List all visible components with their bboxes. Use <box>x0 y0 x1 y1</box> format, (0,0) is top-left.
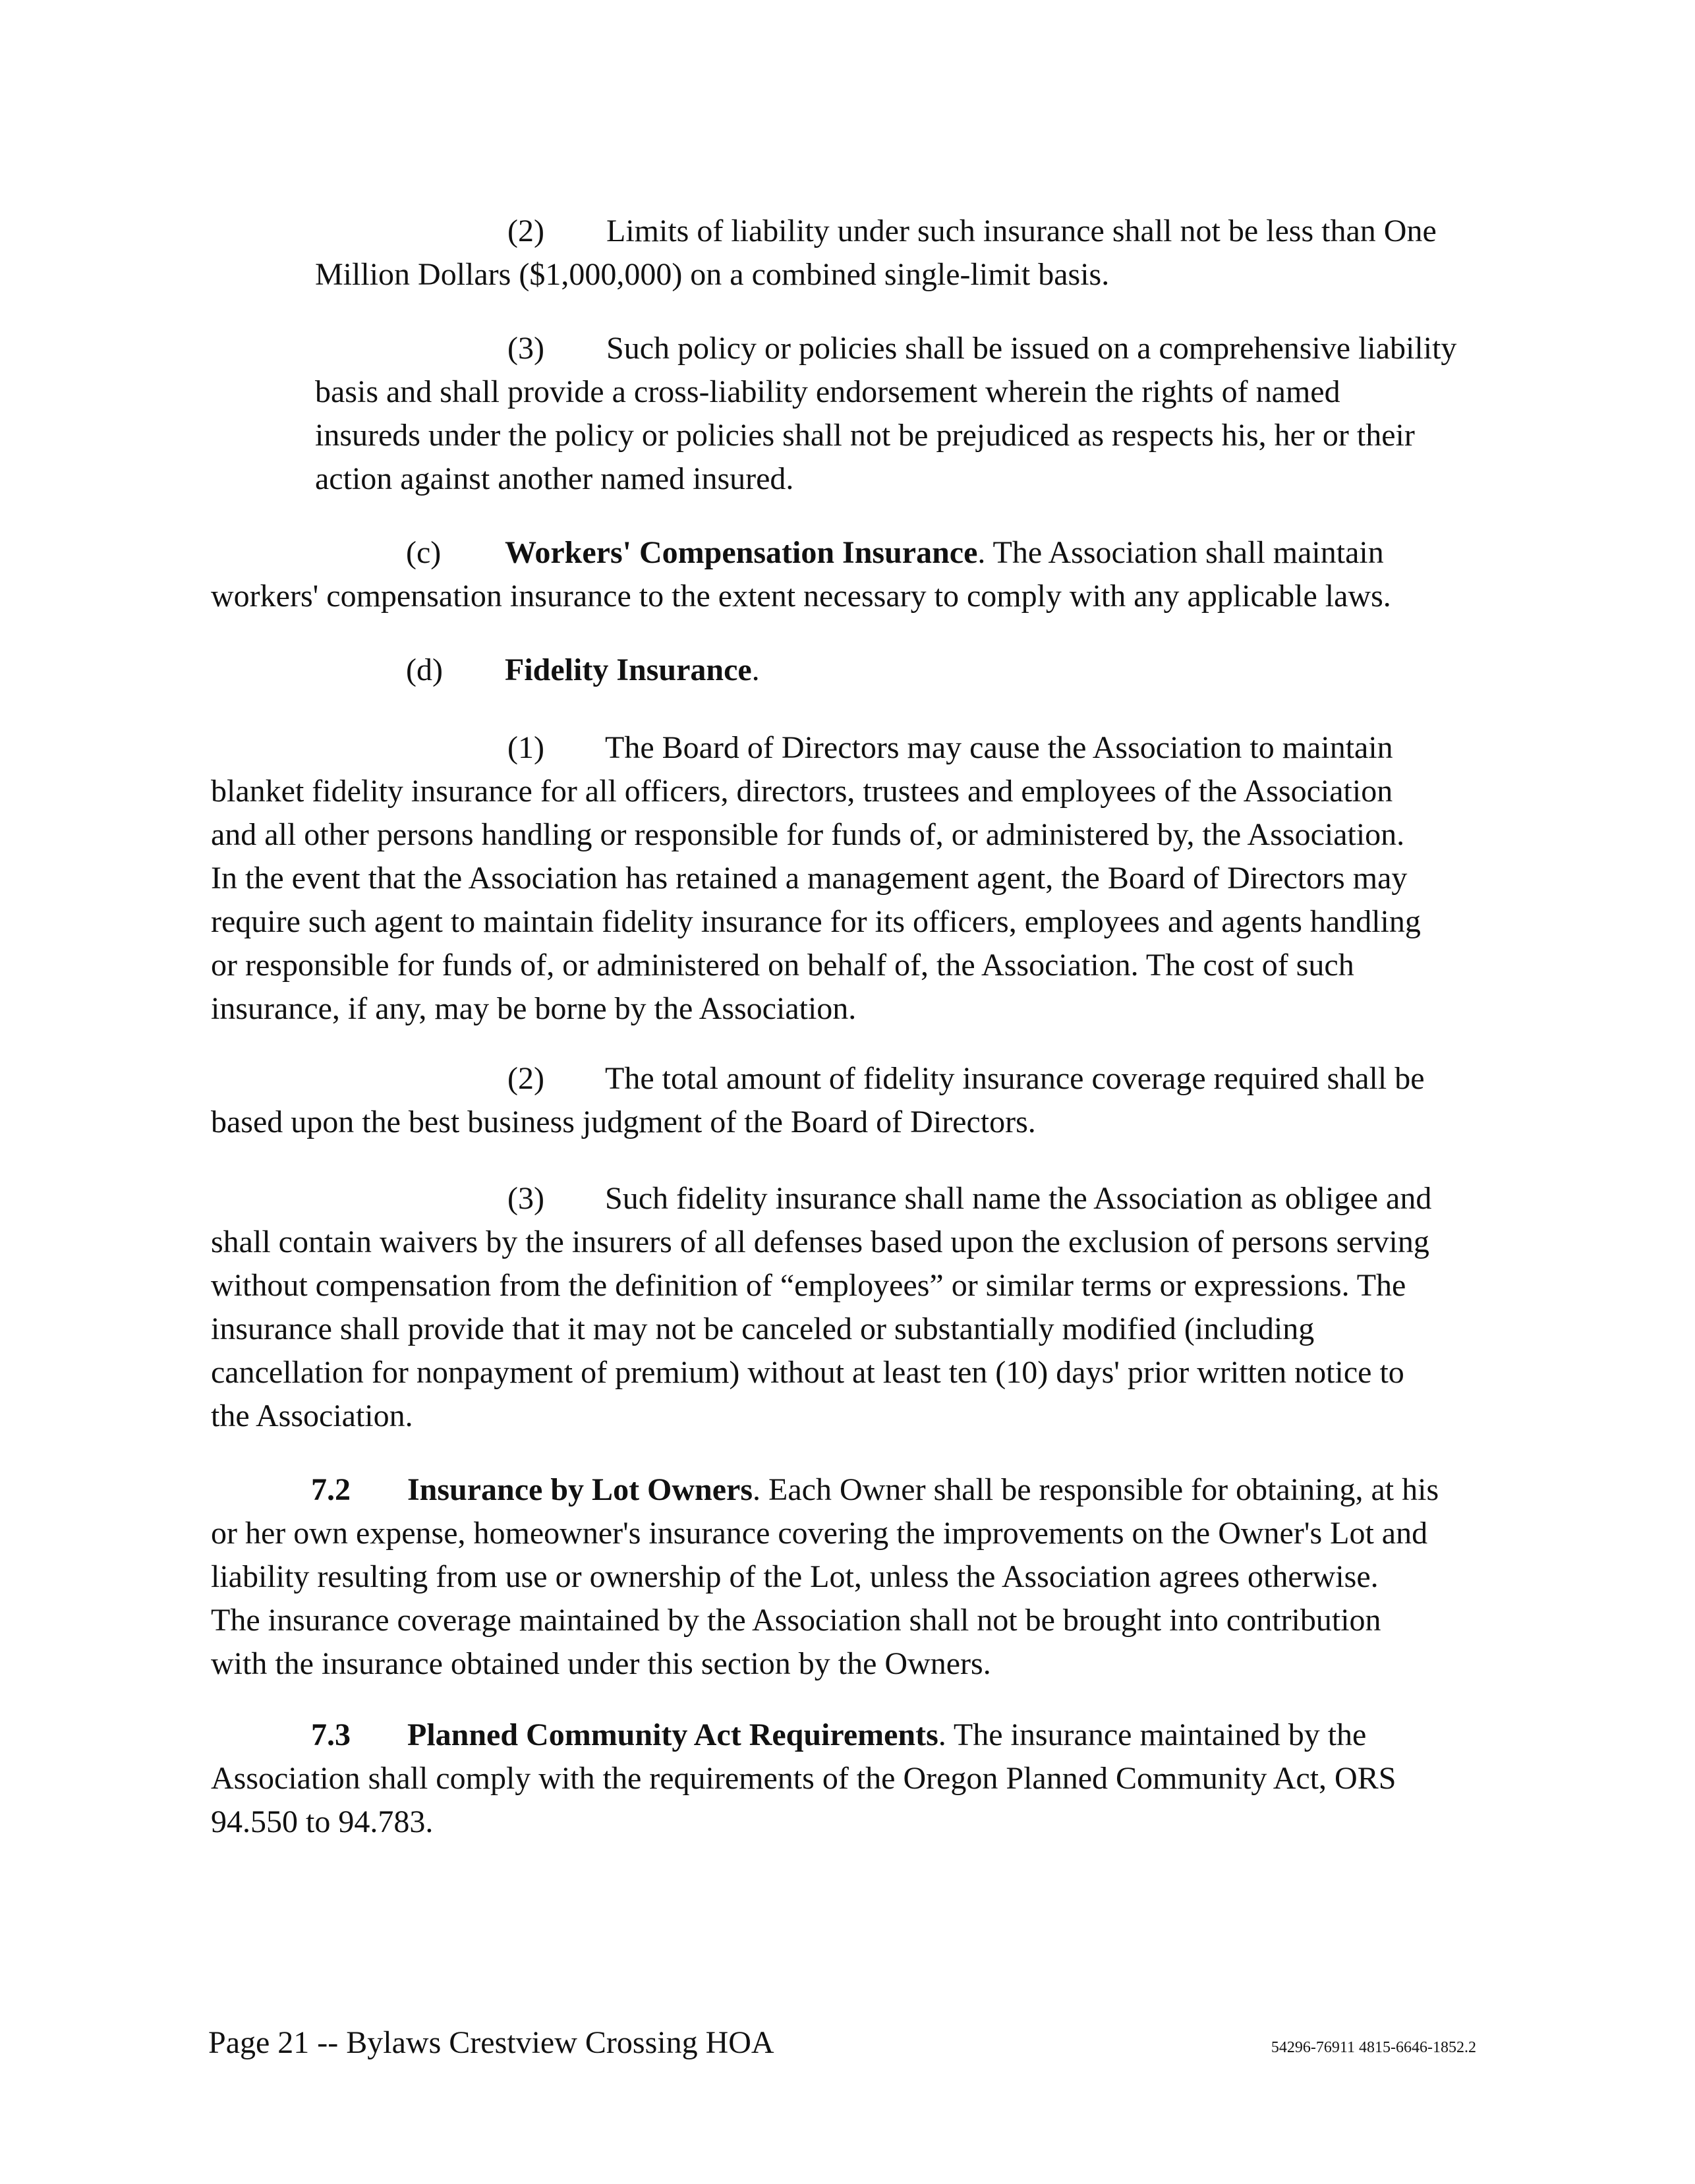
section-7-2 <box>211 1468 1516 1686</box>
section-7-3 <box>211 1713 1516 1844</box>
item-marker: (c) <box>406 535 442 570</box>
footer-page-label: Page 21 -- Bylaws Crestview Crossing HOA <box>208 2025 774 2060</box>
text-line: insureds under the policy or policies shall not be prejudiced as respects his, her or their <box>315 418 1415 453</box>
text-line: insurance, if any, may be borne by the Association. <box>211 991 857 1026</box>
paragraph-d <box>211 648 1516 692</box>
text-line: action against another named insured. <box>315 461 794 496</box>
section-number: 7.3 <box>311 1717 351 1752</box>
line <box>211 1713 1516 1757</box>
text-line: with the insurance obtained under this section by the Owners. <box>211 1646 991 1681</box>
text-line: and all other persons handling or responsible for funds of, or administered by, the Association. <box>211 817 1405 852</box>
item-marker: (3) <box>507 331 544 366</box>
paragraph-b3 <box>315 327 1514 501</box>
item-marker: (2) <box>507 1061 544 1096</box>
text-line: The total amount of fidelity insurance coverage required shall be <box>605 1061 1425 1096</box>
text-line: require such agent to maintain fidelity insurance for its officers, employees and agents handling <box>211 904 1421 939</box>
text-line: or her own expense, homeowner's insurance covering the improvements on the Owner's Lot and <box>211 1516 1428 1551</box>
text-line: Million Dollars ($1,000,000) on a combined single-limit basis. <box>315 257 1110 292</box>
text-line: Such policy or policies shall be issued on a comprehensive liability <box>606 331 1457 366</box>
line <box>211 1057 1516 1101</box>
text-line: . <box>751 652 760 687</box>
text-line: . Each Owner shall be responsible for obtaining, at his <box>753 1472 1439 1507</box>
paragraph-d2 <box>211 1057 1516 1144</box>
text-line: insurance shall provide that it may not be canceled or substantially modified (including <box>211 1311 1315 1346</box>
paragraph-c <box>211 531 1516 618</box>
text-line: without compensation from the definition of “employees” or similar terms or expressions. The <box>211 1268 1406 1303</box>
text-line: basis and shall provide a cross-liability endorsement wherein the rights of named <box>315 374 1340 409</box>
line <box>211 1468 1516 1512</box>
line <box>315 210 1514 253</box>
line <box>211 1177 1516 1221</box>
text-line: . The Association shall maintain <box>977 535 1384 570</box>
text-line: Association shall comply with the requirements of the Oregon Planned Community Act, ORS <box>211 1761 1396 1796</box>
text-line: Limits of liability under such insurance shall not be less than One <box>606 214 1437 248</box>
item-marker: (3) <box>507 1181 544 1216</box>
paragraph-b2 <box>315 210 1514 297</box>
text-line: In the event that the Association has retained a management agent, the Board of Directors may <box>211 861 1408 896</box>
text-line: cancellation for nonpayment of premium) without at least ten (10) days' prior written notice to <box>211 1355 1404 1390</box>
text-line: The insurance coverage maintained by the Association shall not be brought into contribution <box>211 1603 1381 1638</box>
line <box>211 648 1516 692</box>
text-line: liability resulting from use or ownership of the Lot, unless the Association agrees otherwise. <box>211 1559 1379 1594</box>
text-line: . The insurance maintained by the <box>938 1717 1367 1752</box>
text-line: 94.550 to 94.783. <box>211 1804 434 1839</box>
section-heading: Fidelity Insurance <box>505 652 752 687</box>
text-line: Such fidelity insurance shall name the Association as obligee and <box>605 1181 1432 1216</box>
section-heading: Insurance by Lot Owners <box>407 1472 753 1507</box>
text-line: The Board of Directors may cause the Association to maintain <box>605 730 1393 765</box>
item-marker: (1) <box>507 730 544 765</box>
text-line: based upon the best business judgment of the Board of Directors. <box>211 1105 1036 1139</box>
line <box>211 726 1516 770</box>
section-heading: Workers' Compensation Insurance <box>505 535 978 570</box>
line <box>315 327 1514 370</box>
paragraph-d1 <box>211 726 1516 1031</box>
footer-document-id: 54296-76911 4815-6646-1852.2 <box>1271 2039 1476 2056</box>
text-line: or responsible for funds of, or administered on behalf of, the Association. The cost of such <box>211 948 1354 983</box>
text-line: blanket fidelity insurance for all officers, directors, trustees and employees of the Association <box>211 774 1393 809</box>
text-line: shall contain waivers by the insurers of all defenses based upon the exclusion of persons serving <box>211 1224 1429 1259</box>
paragraph-d3 <box>211 1177 1516 1438</box>
text-line: the Association. <box>211 1398 413 1433</box>
section-heading: Planned Community Act Requirements <box>407 1717 938 1752</box>
section-number: 7.2 <box>311 1472 351 1507</box>
line <box>211 531 1516 575</box>
text-line: workers' compensation insurance to the extent necessary to comply with any applicable laws. <box>211 579 1391 614</box>
item-marker: (2) <box>507 214 544 248</box>
item-marker: (d) <box>406 652 443 687</box>
